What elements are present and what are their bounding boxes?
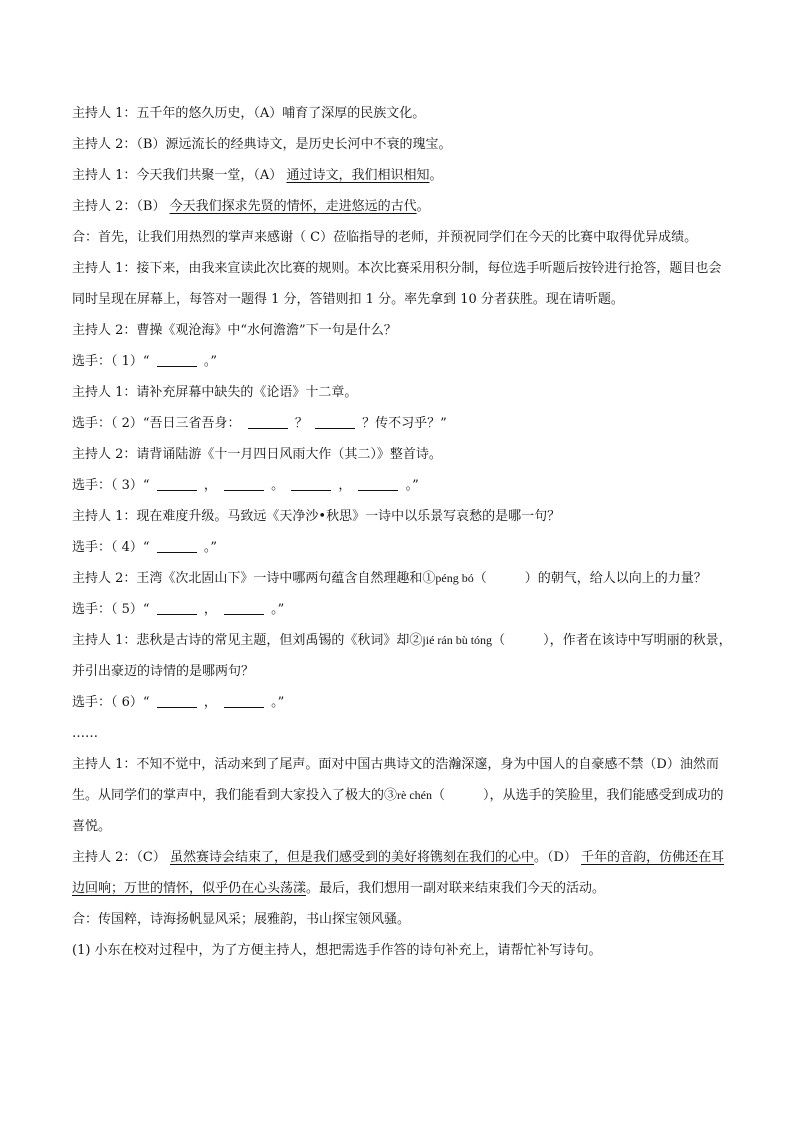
text-run: 主持人 1：接下来，由我来宣读此次比赛的规则。本次比赛采用积分制，每位选手听题后按铃进行抢答，题目也会同时呈现在屏幕上，每答对一题得 1 分，答错则扣 1 分。率先拿到 10 分者获胜。现在请听题。 <box>72 261 722 307</box>
text-run: 。” <box>401 478 419 493</box>
text-paragraph <box>72 129 732 160</box>
text-paragraph <box>72 222 732 253</box>
text-run: …… <box>72 726 98 741</box>
text-run: （ <box>473 571 487 586</box>
text-run: 。” <box>266 695 285 710</box>
text-run: 。” <box>199 354 217 369</box>
text-run: 主持人 1：悲秋是古诗的常见主题，但刘禹锡的《秋词》却② <box>72 633 423 648</box>
answer-blank <box>157 538 197 553</box>
text-run: 。 <box>416 199 430 214</box>
text-run: 主持人 2：曹操《观沧海》中“水何澹澹”下一句是什么？ <box>72 323 397 338</box>
answer-blank <box>157 352 197 367</box>
text-run: 主持人 1：五千年的悠久历史，（A）哺育了深厚的民族文化。 <box>72 106 426 121</box>
answer-blank <box>224 600 264 615</box>
text-run: 。” <box>199 540 217 555</box>
text-run: 主持人 2：（B） <box>72 199 170 214</box>
text-run: ），作者在该诗中写明丽的秋景，并引出豪迈的诗情的是哪两句？ <box>72 633 732 679</box>
text-paragraph <box>72 935 732 966</box>
text-run: 。（D） <box>534 850 582 865</box>
text-run: ？传不习乎？” <box>357 416 447 431</box>
text-run: （ <box>492 633 506 648</box>
text-paragraph <box>72 470 732 501</box>
answer-blank <box>224 476 264 491</box>
text-run: ， <box>199 478 221 493</box>
text-run: 选手：（ 2）“吾日三省吾身： <box>72 416 245 431</box>
text-paragraph <box>72 253 732 315</box>
text-paragraph <box>72 532 732 563</box>
text-run: 选手：（ 3）“ <box>72 478 154 493</box>
underlined-sentence: 千年的音韵，仿佛还在耳边回响；万世的情怀，似乎仍在心头荡漾 <box>72 850 725 896</box>
text-paragraph <box>72 718 732 749</box>
text-run: 主持人 1：不知不觉中，活动来到了尾声。面对中国古典诗文的浩瀚深邃，身为中国人的自豪感不禁（D）油然而生。从同学们的掌声中，我们能看到大家投入了极大的③ <box>72 757 719 803</box>
answer-blank <box>157 476 197 491</box>
underlined-sentence: 通过诗文，我们相识相知 <box>286 168 430 183</box>
text-paragraph <box>72 408 732 439</box>
text-run: 主持人 2：（B）源远流长的经典诗文，是历史长河中不衰的瑰宝。 <box>72 137 452 152</box>
text-run: 主持人 2：王湾《次北固山下》一诗中哪两句蕴含自然理趣和① <box>72 571 436 586</box>
underlined-sentence: 虽然赛诗会结束了，但是我们感受到的美好将镌刻在我们的心中 <box>169 850 534 865</box>
text-run: （ <box>432 788 446 803</box>
text-paragraph <box>72 563 732 594</box>
text-run: 选手：（ 4）“ <box>72 540 154 555</box>
answer-blank <box>157 600 197 615</box>
text-run: 合：传国粹，诗海扬帆显风采；展雅韵，书山探宝领风骚。 <box>72 912 411 927</box>
text-run: 。 <box>429 168 443 183</box>
text-run: ？ <box>290 416 312 431</box>
text-run: ， <box>334 478 356 493</box>
text-run: 主持人 1：请补充屏幕中缺失的《论语》十二章。 <box>72 385 358 400</box>
text-run: (1) 小东在校对过程中，为了方便主持人，想把需选手作答的诗句补充上，请帮忙补写诗句。 <box>72 943 602 958</box>
text-paragraph <box>72 594 732 625</box>
document-body <box>72 98 732 966</box>
text-paragraph <box>72 160 732 191</box>
text-paragraph <box>72 315 732 346</box>
underlined-sentence: 今天我们探求先贤的情怀，走进悠远的古代 <box>169 199 417 214</box>
answer-blank <box>248 414 288 429</box>
text-paragraph <box>72 346 732 377</box>
text-paragraph <box>72 439 732 470</box>
text-run: 选手：（ 6）“ <box>72 695 154 710</box>
text-run: 。 <box>266 478 289 493</box>
answer-blank <box>358 476 398 491</box>
text-paragraph <box>72 687 732 718</box>
answer-blank <box>157 693 197 708</box>
text-paragraph <box>72 191 732 222</box>
answer-blank <box>224 693 264 708</box>
pinyin-text: péng bó <box>435 571 474 585</box>
text-run: 主持人 2：（C） <box>72 850 170 865</box>
pinyin-text: jié rán bù tóng <box>422 633 493 647</box>
text-run: ， <box>199 695 221 710</box>
text-run: 合：首先，让我们用热烈的掌声来感谢（ C）莅临指导的老师，并预祝同学们在今天的比赛中取得优异成绩。 <box>72 230 698 245</box>
text-run: 选手：（ 5）“ <box>72 602 154 617</box>
text-run: 主持人 1：今天我们共聚一堂，（A） <box>72 168 287 183</box>
pinyin-text: rè chén <box>397 788 432 802</box>
text-run: ）的朝气，给人以向上的力量？ <box>524 571 707 586</box>
text-run: 主持人 1：现在难度升级。马致远《天净沙•秋思》一诗中以乐景写哀愁的是哪一句？ <box>72 509 561 524</box>
answer-blank <box>315 414 355 429</box>
text-paragraph <box>72 904 732 935</box>
text-paragraph <box>72 377 732 408</box>
text-paragraph <box>72 625 732 687</box>
answer-blank <box>291 476 331 491</box>
text-paragraph <box>72 98 732 129</box>
text-run: 选手：（ 1）“ <box>72 354 154 369</box>
text-run: 。” <box>266 602 285 617</box>
text-run: 主持人 2：请背诵陆游《十一月四日风雨大作（其二）》整首诗。 <box>72 447 442 462</box>
text-paragraph <box>72 501 732 532</box>
text-run: ， <box>199 602 221 617</box>
text-paragraph <box>72 749 732 842</box>
text-run: 。最后，我们想用一副对联来结束我们今天的活动。 <box>306 881 606 896</box>
text-paragraph <box>72 842 732 904</box>
text-run: ），从选手的笑脸里，我们能感受到成功的喜悦。 <box>72 788 724 834</box>
